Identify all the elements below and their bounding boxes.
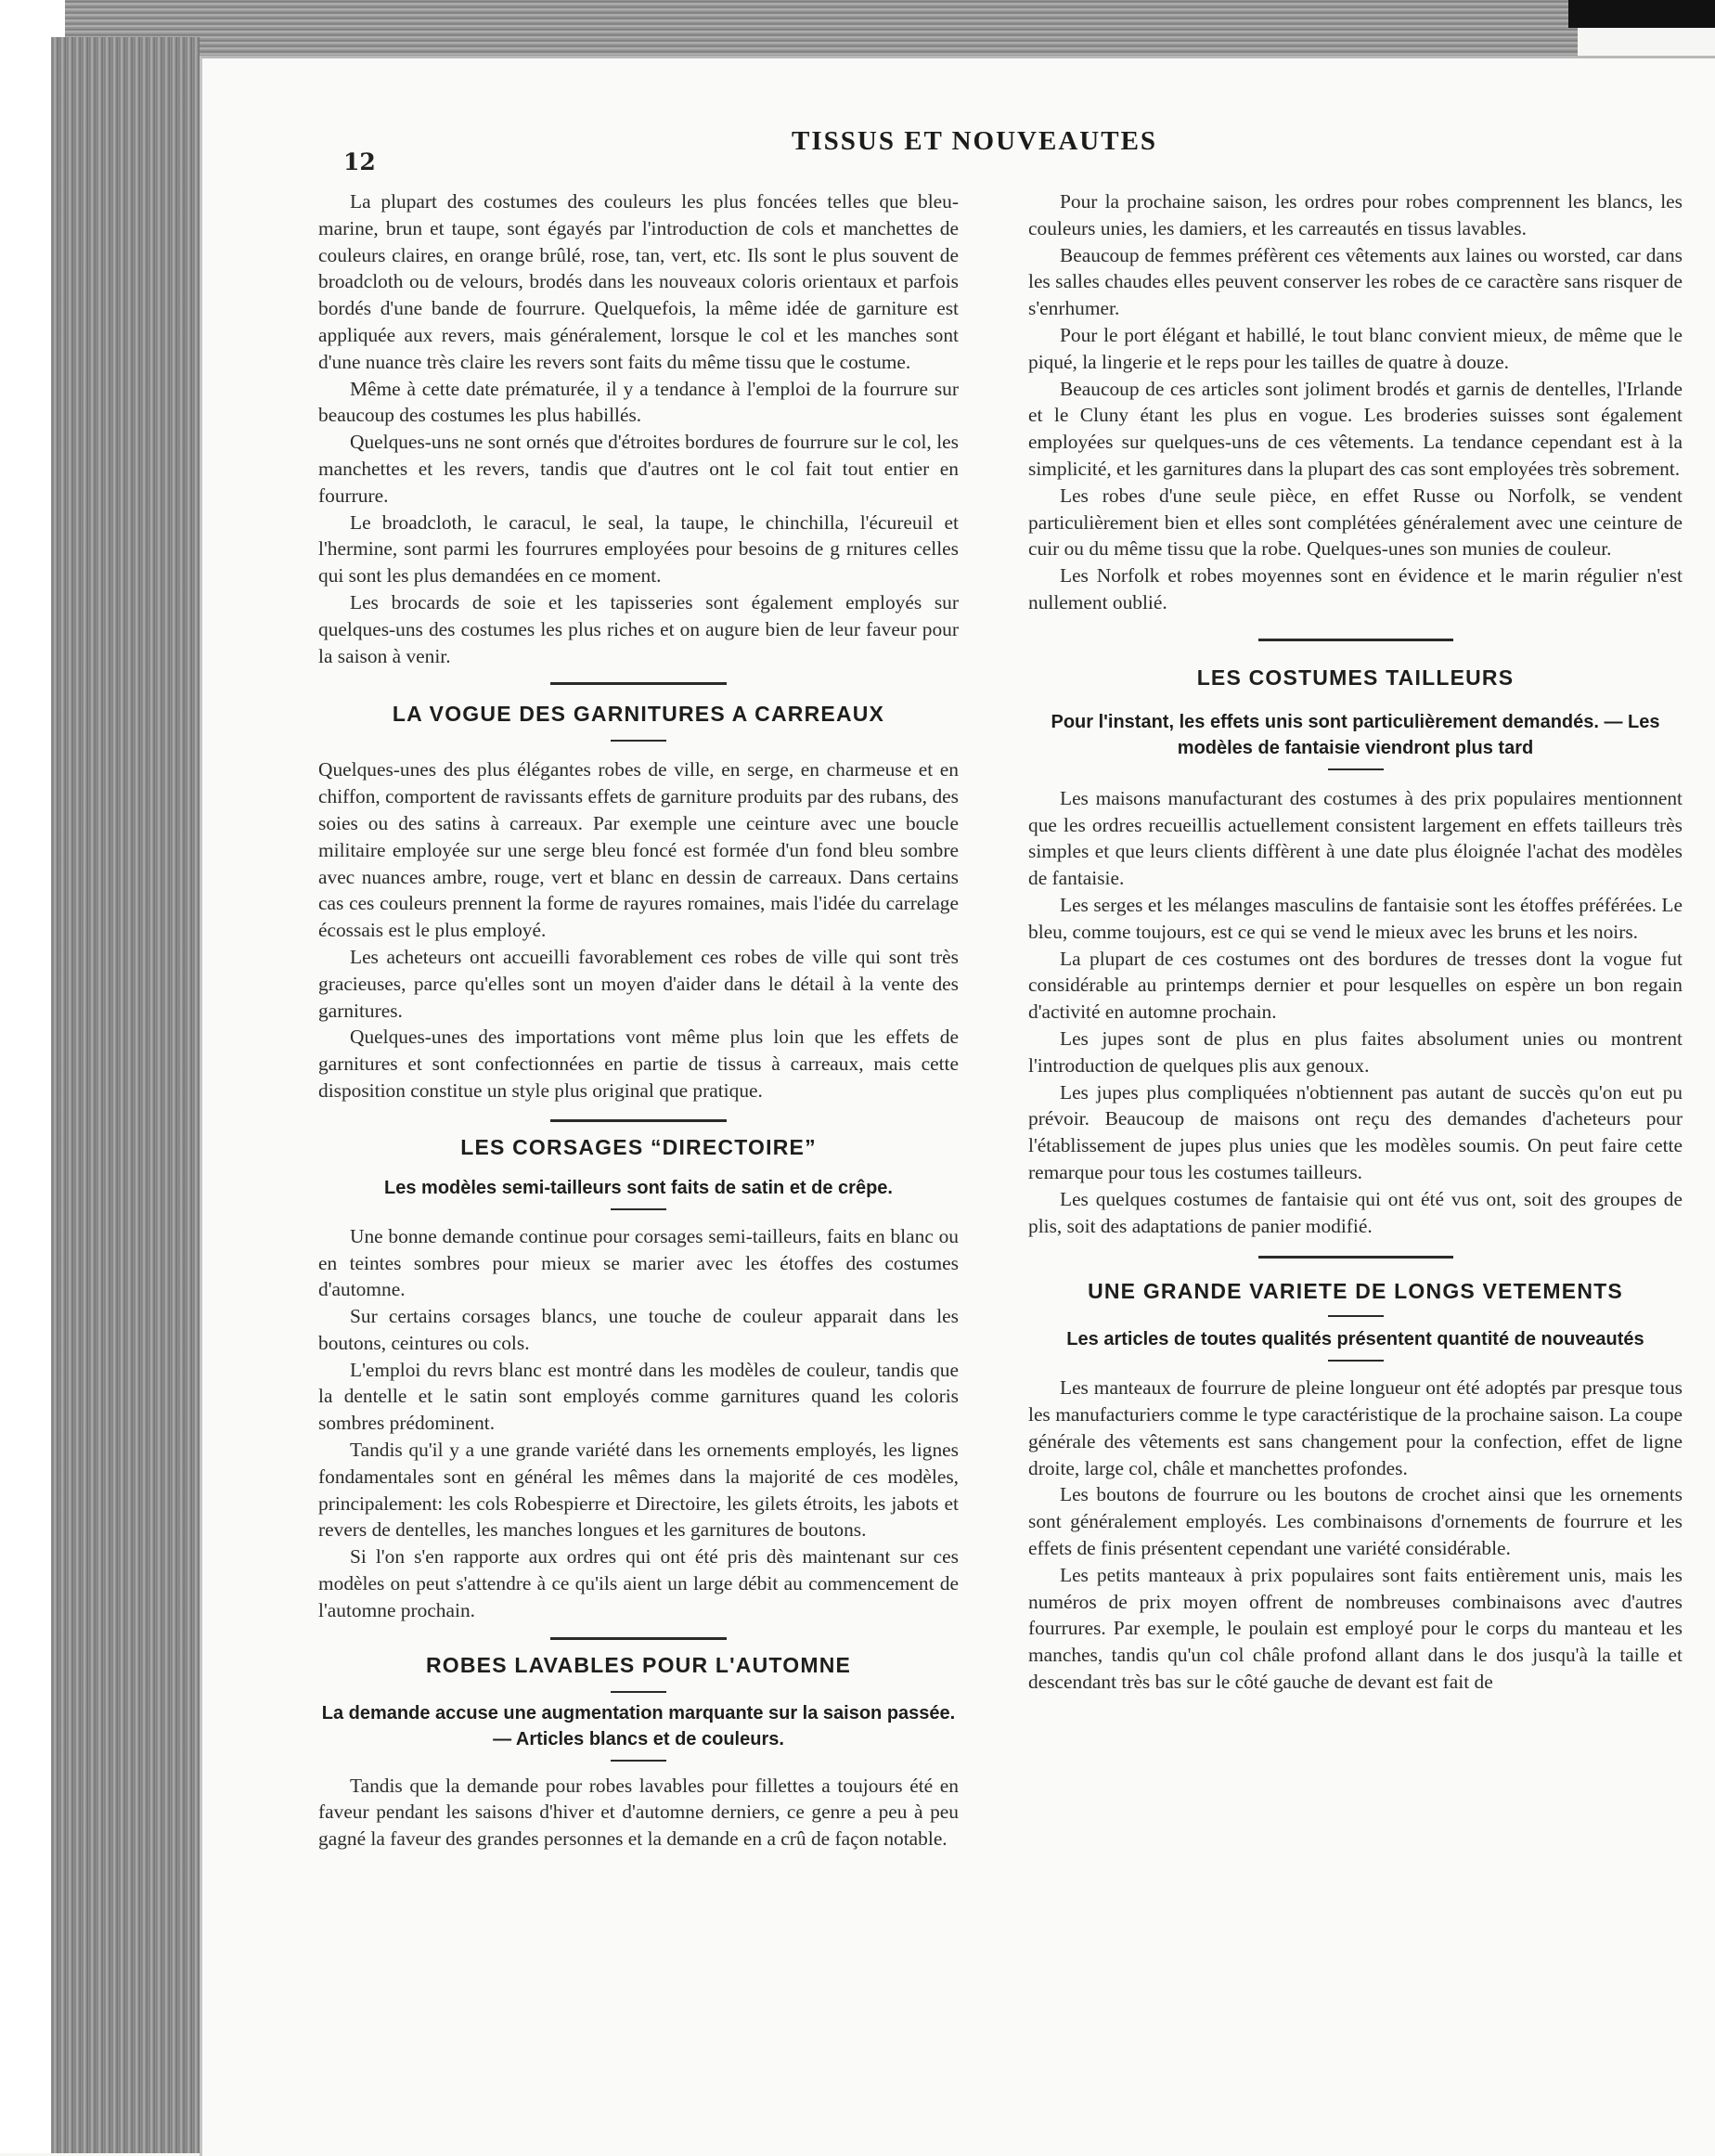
paragraph: Quelques-unes des importations vont même plus loin que les effets de garnitures et sont confectionnées en partie de tissus à carreaux, mais cette disposition constitue un style plus original que pratique.	[318, 1026, 959, 1102]
section-heading-vetements: UNE GRANDE VARIETE DE LONGS VETEMENTS	[1088, 1279, 1623, 1304]
paragraph: Les quelques costumes de fantaisie qui ont été vus ont, soit des groupes de plis, soit des adaptations de panier modifié.	[1028, 1187, 1683, 1237]
paragraph: Les brocards de soie et les tapisseries sont également employés sur quelques-uns des costumes les plus riches et on augure bien de leur faveur pour la saison à venir.	[318, 590, 959, 667]
paragraph: Tandis qu'il y a une grande variété dans les ornements employés, les lignes fondamentales sont en général les mêmes dans la majorité de ces modèles, principalement: les cols Robespierre et Directoire, les gilets étroits, les jabots et revers de dentelles, les manches longues et les garnitures de boutons.	[318, 1439, 959, 1542]
paragraph: La plupart de ces costumes ont des bordures de tresses dont la vogue fut considérable au printemps dernier et pour lesquelles on espère un bon regain d'activité en automne prochain.	[1028, 947, 1683, 1024]
section-subheading-vetements: Les articles de toutes qualités présentent quantité de nouveautés	[1066, 1329, 1644, 1350]
paragraph: Quelques-uns ne sont ornés que d'étroites bordures de fourrure sur le col, les manchettes et les revers, tandis que d'autres ont le col fait tout entier en fourrure.	[318, 431, 959, 507]
paragraph: Même à cette date prématurée, il y a tendance à l'emploi de la fourrure sur beaucoup des costumes les plus habillés.	[318, 377, 959, 427]
page-stack-side	[51, 37, 200, 2153]
left-column	[318, 188, 959, 1853]
scan-dark-corner	[1568, 0, 1715, 28]
paragraph: Les jupes plus compliquées n'obtiennent pas autant de succès qu'on eut pu prévoir. Beaucoup de maisons ont reçu des demandes d'acheteurs pour l'établissement de jupes plus unies que les modèles soumis. On peut faire cette remarque pour tous les costumes tailleurs.	[1028, 1080, 1683, 1183]
paragraph: Les boutons de fourrure ou les boutons de crochet ainsi que les ornements sont généralement employés. Les combinaisons d'ornements de fourrure et les effets de finis présentent cependant une variété considérable.	[1028, 1483, 1683, 1560]
running-title: TISSUS ET NOUVEAUTES	[792, 126, 1158, 156]
paragraph: Les petits manteaux à prix populaires sont faits entièrement unis, mais les numéros de prix moyen offrent de nombreuses combinaisons avec d'autres fourrures. Par exemple, le poulain est employé pour le corps du manteau et les manches, tandis qu'un col châle profond allant dans le dos jusqu'à la taille et descendant très bas sur le côté gauche de devant est fait de	[1028, 1563, 1683, 1694]
paragraph: Tandis que la demande pour robes lavables pour fillettes a toujours été en faveur pendant les saisons d'hiver et d'automne derniers, ce genre a peu à peu gagné la faveur des grandes personnes et la demande en a crû de façon notable.	[318, 1774, 959, 1851]
paragraph: Une bonne demande continue pour corsages semi-tailleurs, faits en blanc ou en teintes sombres pour mieux se marier avec les étoffes des costumes d'automne.	[318, 1224, 959, 1301]
section-heading-corsages: LES CORSAGES “DIRECTOIRE”	[460, 1134, 817, 1159]
paragraph: Les jupes sont de plus en plus faites absolument unies ou montrent l'introduction de quelques plis aux genoux.	[1028, 1026, 1683, 1077]
paragraph: Les manteaux de fourrure de pleine longueur ont été adoptés par presque tous les manufacturiers comme le type caractéristique de la prochaine saison. La coupe générale des vêtements est sans changement pour la confection, effet de ligne droite, large col, châle et manchettes profondes.	[1028, 1376, 1683, 1479]
section-heading-robes: ROBES LAVABLES POUR L'AUTOMNE	[425, 1652, 852, 1677]
paragraph: Pour la prochaine saison, les ordres pour robes comprennent les blancs, les couleurs unies, les damiers, et les carreautés en tissus lavables.	[1028, 190, 1683, 239]
paragraph: Beaucoup de femmes préfèrent ces vêtements aux laines ou worsted, car dans les salles chaudes elles peuvent conserver les robes de ce caractère sans risquer de s'enrhumer.	[1028, 243, 1683, 320]
section-heading-tailleurs: LES COSTUMES TAILLEURS	[1196, 665, 1515, 690]
paragraph: Pour le port élégant et habillé, le tout blanc convient mieux, de même que le piqué, la lingerie et le reps pour les tailles de quatre à douze.	[1028, 323, 1683, 373]
section-subheading-robes: La demande accuse une augmentation marquante sur la saison passée. — Articles blancs et de couleurs.	[321, 1702, 956, 1749]
paragraph: Les maisons manufacturant des costumes à des prix populaires mentionnent que les ordres recueillis actuellement consistent largement en effets tailleurs très simples et que leurs clients diffèrent à une date plus éloignée l'achat des modèles de fantaisie.	[1028, 786, 1683, 890]
paragraph: Beaucoup de ces articles sont joliment brodés et garnis de dentelles, l'Irlande et le Cluny étant les plus en vogue. Les broderies suisses sont également employées sur quelques-uns de ces vêtements. La tendance cependant est à la simplicité, et les garnitures dans la plupart des cas sont employées très sobrement.	[1028, 377, 1683, 480]
paragraph: Les serges et les mélanges masculins de fantaisie sont les étoffes préférées. Le bleu, comme toujours, est ce qui se vend le mieux avec les bruns et les noirs.	[1028, 893, 1683, 943]
paragraph: Les robes d'une seule pièce, en effet Russe ou Norfolk, se vendent particulièrement bien et elles sont complétées généralement avec une ceinture de cuir ou du même tissu que la robe. Quelques-unes son munies de couleur.	[1028, 484, 1683, 561]
paragraph: Les acheteurs ont accueilli favorablement ces robes de ville qui sont très gracieuses, parce qu'elles sont un moyen d'aider dans le détail à la vente des garnitures.	[318, 945, 959, 1022]
paragraph: L'emploi du revrs blanc est montré dans les modèles de couleur, tandis que la dentelle et le satin sont employés comme garnitures quand les coloris sombres prédominent.	[318, 1358, 959, 1435]
right-column	[1028, 188, 1683, 1696]
section-heading-carreaux: LA VOGUE DES GARNITURES A CARREAUX	[392, 702, 885, 727]
paragraph: Si l'on s'en rapporte aux ordres qui ont été pris dès maintenant sur ces modèles on peut s'attendre à ce qu'ils aient un large débit au commencement de l'automne prochain.	[318, 1545, 959, 1621]
section-subheading-tailleurs: Pour l'instant, les effets unis sont particulièrement demandés. — Les modèles de fantaisie viendront plus tard	[1051, 711, 1660, 758]
paragraph: Quelques-unes des plus élégantes robes de ville, en serge, en charmeuse et en chiffon, comportent de ravissants effets de garniture produits par des rubans, des soies ou des satins à carreaux. Par exemple une ceinture avec une boucle militaire employée sur une serge bleu foncé est formée d'un fond bleu sombre avec nuances ambre, rouge, vert et blanc en dessin de carreaux. Dans certains cas ces couleurs prennent la forme de rayures romaines, mais l'idée du carrelage écossais est le plus employé.	[318, 758, 959, 942]
paragraph: Sur certains corsages blancs, une touche de couleur apparait dans les boutons, ceintures ou cols.	[318, 1305, 959, 1354]
page-number: 12	[343, 148, 376, 175]
paragraph: Les Norfolk et robes moyennes sont en évidence et le marin régulier n'est nullement oublié.	[1028, 564, 1683, 613]
book-page	[200, 56, 1715, 2156]
paragraph: Le broadcloth, le caracul, le seal, la taupe, le chinchilla, l'écureuil et l'hermine, sont parmi les fourrures employées pour besoins de g rnitures celles qui sont les plus demandées en ce moment.	[318, 510, 959, 587]
paragraph: La plupart des costumes des couleurs les plus foncées telles que bleu-marine, brun et taupe, sont égayés par l'introduction de cols et manchettes de couleurs claires, en orange brûlé, rose, tan, vert, etc. Ils sont le plus souvent de broadcloth ou de velours, brodés dans les nouveaux coloris orientaux et parfois bordés d'une bande de fourrure. Quelquefois, la même idée de garniture est appliquée aux revers, mais généralement, lorsque le col et les manches sont d'une nuance très claire les revers sont faits du même tissu que le costume.	[318, 190, 959, 373]
section-subheading-corsages: Les modèles semi-tailleurs sont faits de satin et de crêpe.	[384, 1177, 893, 1198]
